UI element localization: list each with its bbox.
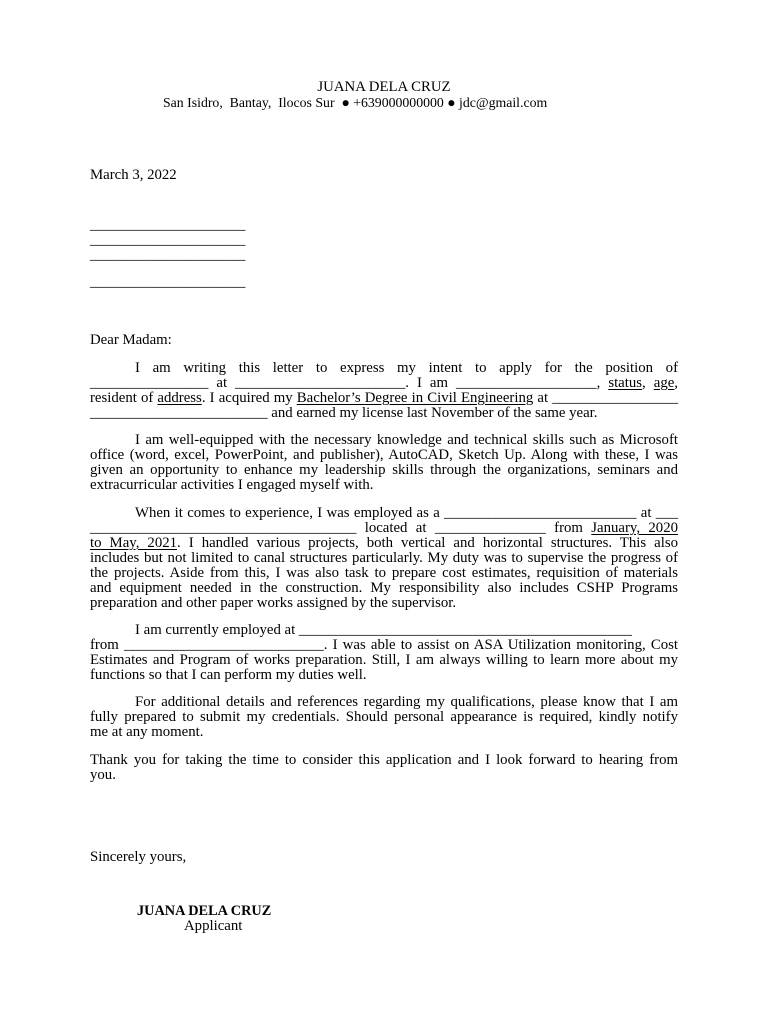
text-line xyxy=(90,521,678,536)
text-segment: at _________________ xyxy=(533,389,678,406)
text-line: and equipment needed in the construction. My responsibility also includes CSHP Programs xyxy=(90,579,678,596)
letterhead-contact: San Isidro, Bantay, Ilocos Sur ● +639000000000 ● jdc@gmail.com xyxy=(163,94,548,110)
recipient-blank-line: _____________________ xyxy=(90,217,246,233)
underlined-text: address xyxy=(157,389,202,406)
letterhead-name: JUANA DELA CRUZ xyxy=(317,78,451,95)
text-line: office (word, excel, PowerPoint, and publisher), AutoCAD, Sketch Up. Along with these, I was xyxy=(90,446,678,463)
text-segment: , xyxy=(674,374,678,391)
text-line: Estimates and Program of works preparation. Still, I am always willing to learn more about my xyxy=(90,651,678,668)
text-line: from ___________________________. I was able to assist on ASA Utilization monitoring, Cost xyxy=(90,636,678,653)
underlined-text: to May, 2021 xyxy=(90,534,178,551)
text-line: given an opportunity to enhance my leadership skills through the organizations, seminars and xyxy=(90,461,678,478)
text-line xyxy=(90,376,678,391)
text-line: When it comes to experience, I was employed as a __________________________ at ___ xyxy=(135,504,678,521)
underlined-text: January, 2020 xyxy=(591,519,678,536)
recipient-blank-line: _____________________ xyxy=(90,247,246,263)
salutation: Dear Madam: xyxy=(90,331,172,348)
signature-title: Applicant xyxy=(184,917,243,934)
paragraph-6 xyxy=(90,753,678,783)
complimentary-close: Sincerely yours, xyxy=(90,848,187,865)
paragraph-3 xyxy=(90,506,678,611)
text-line: Thank you for taking the time to consider this application and I look forward to hearing from xyxy=(90,751,678,768)
paragraph-5 xyxy=(90,695,678,740)
underlined-text: Bachelor’s Degree in Civil Engineering xyxy=(296,389,534,406)
paragraph-1 xyxy=(90,361,678,421)
text-segment: . I handled various projects, both vertical and horizontal structures. This also xyxy=(177,534,678,551)
text-line: I am well-equipped with the necessary knowledge and technical skills such as Microsoft xyxy=(135,431,678,448)
text-line: you. xyxy=(90,766,116,783)
underlined-text: status xyxy=(608,374,643,391)
signature-name: JUANA DELA CRUZ xyxy=(137,902,272,919)
text-line xyxy=(90,536,678,551)
text-line: the projects. Aside from this, I was also task to prepare cost estimates, requisition of materials xyxy=(90,564,678,581)
text-segment: ____________________________________ located at _______________ from xyxy=(90,519,592,536)
text-line: preparation and other paper works assigned by the supervisor. xyxy=(90,594,457,611)
text-segment: . I acquired my xyxy=(201,389,297,406)
text-line: me at any moment. xyxy=(90,723,204,740)
text-segment: ________________ at _______________________. I am ___________________, xyxy=(90,374,609,391)
text-line: includes but not limited to canal structures particularly. My duty was to supervise the progress of xyxy=(90,549,678,566)
letter-date: March 3, 2022 xyxy=(90,167,177,183)
text-line: extracurricular activities I engaged myself with. xyxy=(90,476,374,493)
paragraph-2 xyxy=(90,433,678,493)
recipient-blank-line: _____________________ xyxy=(90,274,246,290)
text-line: fully prepared to submit my credentials. Should personal appearance is required, kindly notify xyxy=(90,708,678,725)
recipient-blank-line: _____________________ xyxy=(90,232,246,248)
text-line: functions so that I can perform my duties well. xyxy=(90,666,367,683)
text-line: I am currently employed at _____________________________________________ xyxy=(135,621,632,638)
text-line: ________________________ and earned my license last November of the same year. xyxy=(90,404,598,421)
text-line xyxy=(90,391,678,406)
text-segment: resident of xyxy=(90,389,158,406)
text-segment: , xyxy=(642,374,654,391)
text-line: I am writing this letter to express my intent to apply for the position of xyxy=(135,359,678,376)
text-line: For additional details and references regarding my qualifications, please know that I am xyxy=(135,693,678,710)
paragraph-4 xyxy=(90,623,678,683)
underlined-text: age xyxy=(653,374,675,391)
